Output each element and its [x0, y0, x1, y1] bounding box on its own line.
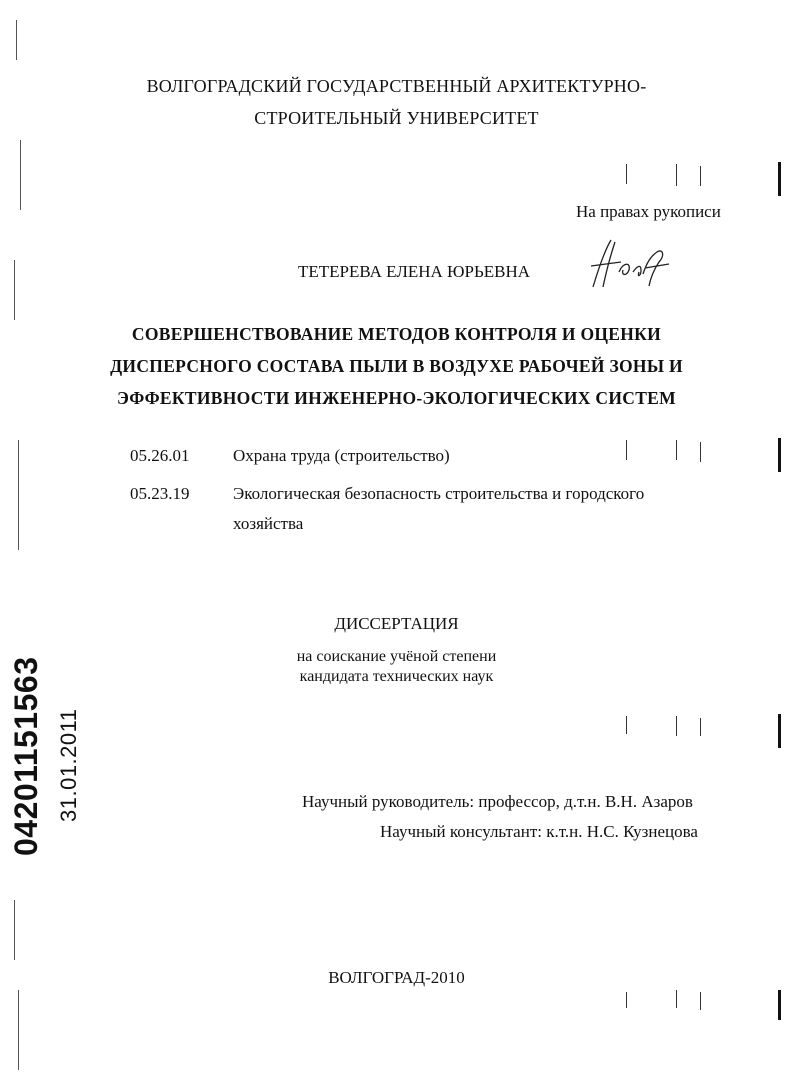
scan-edge-mark [20, 140, 21, 210]
specialty-name-line2: хозяйства [233, 514, 304, 533]
archive-stamp-code: 04201151563 [8, 656, 44, 856]
scan-tick-mark [700, 166, 701, 186]
scan-tick-mark [700, 718, 701, 736]
specialty-name-line1: Экологическая безопасность строительства и городского [233, 484, 645, 503]
scan-edge-mark [14, 900, 15, 960]
author-signature [585, 232, 675, 297]
degree-line1: на соискание учёной степени [296, 648, 497, 665]
signature-image [585, 232, 675, 292]
scan-tick-mark [676, 164, 677, 186]
scan-tick-mark [778, 714, 781, 748]
archive-stamp-date: 31.01.2011 [56, 708, 81, 822]
scientific-supervisor: Научный руководитель: профессор, д.т.н. В.Н. Азаров [302, 792, 693, 811]
scan-tick-mark [676, 990, 677, 1008]
dissertation-title-line1: СОВЕРШЕНСТВОВАНИЕ МЕТОДОВ КОНТРОЛЯ И ОЦЕНКИ [131, 324, 662, 344]
scan-edge-mark [16, 20, 17, 60]
scan-tick-mark [778, 438, 781, 472]
manuscript-note: На правах рукописи [576, 202, 721, 221]
specialty-name: Охрана труда (строительство) [233, 446, 450, 465]
scan-tick-mark [700, 442, 701, 462]
specialty-code: 05.23.19 [130, 484, 190, 503]
scan-tick-mark [676, 716, 677, 736]
specialty-code: 05.26.01 [130, 446, 190, 465]
degree-line2: кандидата технических наук [299, 668, 494, 685]
scan-edge-mark [18, 990, 19, 1070]
scan-tick-mark [626, 164, 627, 184]
scan-tick-mark [778, 990, 781, 1020]
scan-edge-mark [18, 440, 19, 550]
scan-tick-mark [676, 440, 677, 460]
university-name-line1: ВОЛГОГРАДСКИЙ ГОСУДАРСТВЕННЫЙ АРХИТЕКТУРНО- [146, 76, 647, 96]
scientific-consultant: Научный консультант: к.т.н. Н.С. Кузнецова [380, 822, 698, 841]
dissertation-title-line2: ДИСПЕРСНОГО СОСТАВА ПЫЛИ В ВОЗДУХЕ РАБОЧЕЙ ЗОНЫ И [110, 356, 683, 376]
scan-edge-mark [14, 260, 15, 320]
scan-tick-mark [626, 716, 627, 734]
scan-tick-mark [700, 992, 701, 1010]
author-name: ТЕТЕРЕВА ЕЛЕНА ЮРЬЕВНА [298, 262, 531, 281]
scan-tick-mark [626, 992, 627, 1008]
city-year: ВОЛГОГРАД-2010 [328, 968, 465, 987]
university-name-line2: СТРОИТЕЛЬНЫЙ УНИВЕРСИТЕТ [254, 108, 539, 128]
document-type: ДИССЕРТАЦИЯ [334, 614, 459, 633]
scan-tick-mark [778, 162, 781, 196]
dissertation-title-line3: ЭФФЕКТИВНОСТИ ИНЖЕНЕРНО-ЭКОЛОГИЧЕСКИХ СИСТЕМ [117, 388, 676, 408]
scan-tick-mark [626, 440, 627, 460]
